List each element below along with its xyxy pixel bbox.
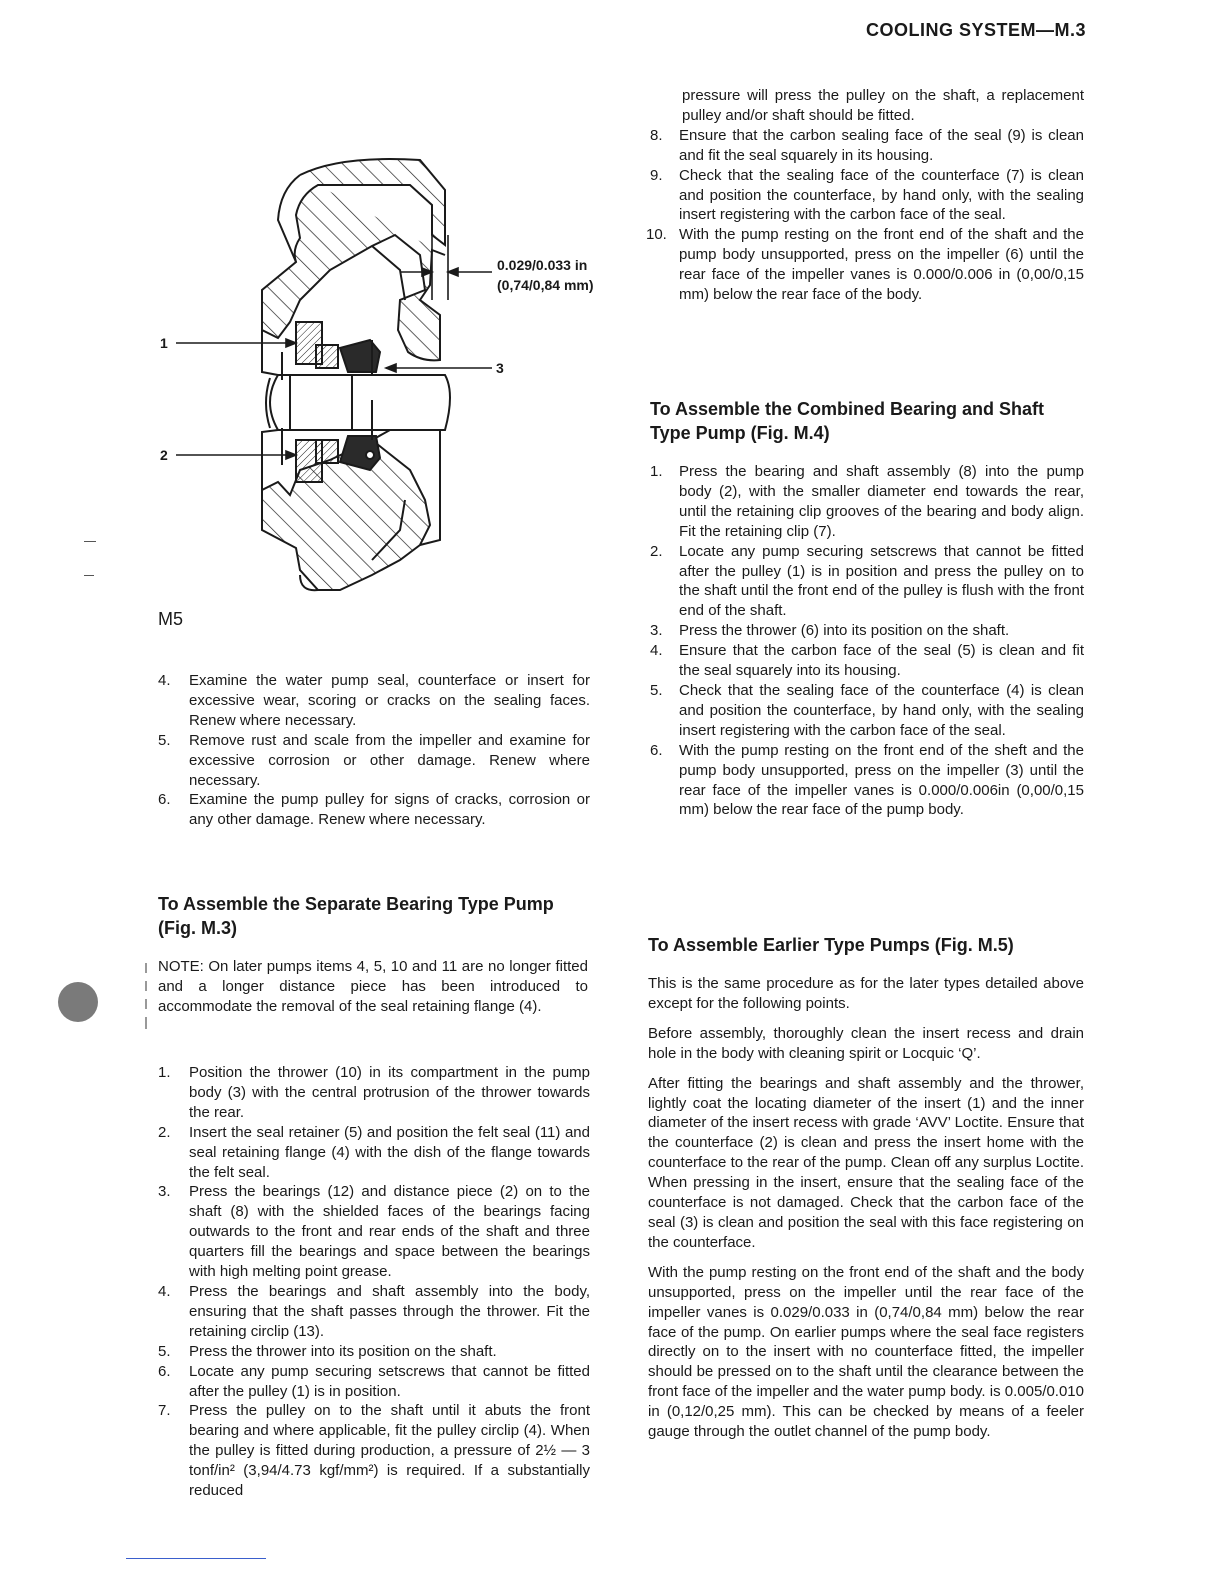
list-item: 4. Ensure that the carbon face of the seal (5) is clean and fit the seal squarely into its housing. (650, 642, 1084, 680)
combined-bearing-heading: To Assemble the Combined Bearing and Shaft Type Pump (Fig. M.4) (650, 399, 1045, 443)
earlier-paragraph: After fitting the bearings and shaft assembly and the thrower, lightly coat the locating diameter of the insert (1) and the inner diameter of the insert recess with grade ‘AVV’ Loctite. Ensure that the counterface (2) is clean and press the insert home with the counterface to the rear of the pump. Clean off any surplus Loctite. When pressing in the insert, ensure that the sealing face of the counterface is not damaged. Check that the carbon face of the seal (3) is clean and position the seal with this face registering on the counterface. (648, 1074, 1084, 1251)
list-item: 9. Check that the sealing face of the counterface (7) is clean and position the counterface, by hand only, with the sealing insert registering with the carbon face of the seal. (650, 166, 1084, 224)
list-item: 6. Examine the pump pulley for signs of cracks, corrosion or any other damage. Renew where necessary. (158, 791, 590, 829)
list-item: 5. Check that the sealing face of the counterface (4) is clean and position the counterface, by hand only, with the sealing insert registering with the carbon face of the seal. (650, 681, 1084, 739)
list-item: 6. Locate any pump securing setscrews that cannot be fitted after the pulley (1) is in position. (158, 1362, 590, 1400)
dimension-label-inch: 0.029/0.033 in (497, 257, 588, 273)
list-item: 1. Press the bearing and shaft assembly (8) into the pump body (2), with the smaller diameter end towards the rear, until the retaining clip grooves of the bearing and body align. Fit the retaining clip (7). (650, 463, 1084, 540)
list-item: 4. Examine the water pump seal, counterface or insert for excessive wear, scoring or cracks on the sealing faces. Renew where necessary. (158, 672, 590, 729)
earlier-paragraph: With the pump resting on the front end of the shaft and the body unsupported, press on the impeller until the rear face of the impeller vanes is 0.029/0.033 in (0,74/0,84 mm) below the rear face of the pump. On earlier pumps where the seal face registers directly on to the insert with no counterface fitted, the impeller should be pressed on to the shaft until the clearance between the front face of the impeller and the water pump body. is 0.005/0.010 in (0,12/0,25 mm). This can be checked by means of a feeler gauge through the outlet channel of the pump body. (648, 1263, 1084, 1441)
inspection-steps (158, 671, 590, 830)
pump-cross-section-diagram (150, 150, 610, 600)
page-header: COOLING SYSTEM—M.3 (865, 20, 1086, 40)
continuation-paragraph: pressure will press the pulley on the shaft, a replacement pulley and/or shaft should be fitted. (682, 87, 1084, 124)
change-bars (144, 961, 150, 1033)
earlier-type-heading: To Assemble Earlier Type Pumps (Fig. M.5) (648, 935, 1014, 955)
figure-label: M5 (158, 609, 184, 629)
counterface-lower (316, 440, 338, 463)
callout-3: 3 (496, 360, 504, 376)
right-top-block (648, 86, 1084, 305)
pump-body-upper (262, 159, 445, 360)
list-item: 4. Press the bearings and shaft assembly into the body, ensuring that the shaft passes through the thrower. Fit the retaining circlip (13). (158, 1282, 590, 1340)
list-item: 8. Ensure that the carbon sealing face of the seal (9) is clean and fit the seal squarely in its housing. (650, 126, 1084, 164)
earlier-paragraph: Before assembly, thoroughly clean the insert recess and drain hole in the body with cleaning spirit or Locquic ‘Q’. (648, 1024, 1084, 1062)
list-item: 2. Locate any pump securing setscrews that cannot be fitted after the pulley (1) is in position and press the pulley on to the shaft until the front end of the pulley is flush with the front end of the shaft. (650, 542, 1084, 620)
dimension-label-mm: (0,74/0,84 mm) (497, 277, 594, 293)
list-item: 5. Press the thrower into its position on the shaft. (158, 1342, 497, 1360)
list-item: 3. Press the thrower (6) into its position on the shaft. (650, 622, 1010, 640)
separate-bearing-steps-continued (648, 126, 1084, 305)
list-item: 10. With the pump resting on the front end of the shaft and the pump body unsupported, press on the impeller (6) until the rear face of the impeller vanes is 0.000/0.006 in (0,00/0,15 mm) below the rear face of the body. (646, 226, 1084, 304)
note-paragraph: NOTE: On later pumps items 4, 5, 10 and 11 are no longer fitted and a longer distance piece has been introduced to accommodate the removal of the seal retaining flange (4). (158, 958, 588, 1015)
combined-bearing-steps-block (648, 462, 1084, 820)
pump-shaft (270, 375, 450, 430)
list-item: 3. Press the bearings (12) and distance piece (2) on to the shaft (8) with the shielded faces of the bearings facing outwards to the front and rear ends of the shaft and three quarters fill the bearings and space between the bearings with high melting point grease. (158, 1183, 590, 1281)
seal-upper (340, 340, 380, 372)
margin-mark (84, 575, 94, 576)
separate-bearing-heading: To Assemble the Separate Bearing Type Pump (Fig. M.3) (158, 894, 554, 938)
list-item: 1. Position the thrower (10) in its compartment in the pump body (3) with the central protrusion of the thrower towards the rear. (158, 1064, 590, 1121)
list-item: 5. Remove rust and scale from the impeller and examine for excessive corrosion or other damage. Renew where necessary. (158, 731, 590, 789)
inspection-steps-block (158, 671, 590, 830)
earlier-type-block (648, 974, 1084, 1442)
combined-bearing-steps (648, 462, 1084, 820)
callout-1: 1 (160, 335, 168, 351)
list-item: 7. Press the pulley on to the shaft until it abuts the front bearing and where applicable, fit the pulley circlip (4). When the pulley is fitted during production, a pressure of 2½ — 3 tonf/in² (3,94/4.73 kgf/mm²) is required. If a substantially reduced (158, 1402, 590, 1500)
footer-rule (126, 1558, 266, 1559)
separate-bearing-steps (158, 1063, 590, 1501)
list-item: 6. With the pump resting on the front end of the sheft and the pump body unsupported, press on the impeller (3) until the rear face of the impeller vanes is 0.000/0.006in (0,00/0,15 mm) below the rear face of the pump body. (650, 741, 1084, 819)
separate-bearing-steps-block (158, 1063, 590, 1501)
margin-mark (84, 541, 96, 542)
list-item: 2. Insert the seal retainer (5) and position the felt seal (11) and seal retaining flange (4) with the dish of the flange towards the felt seal. (158, 1123, 590, 1181)
callout-2: 2 (160, 447, 168, 463)
counterface-upper (316, 345, 338, 368)
binder-hole (58, 982, 98, 1022)
earlier-paragraph: This is the same procedure as for the later types detailed above except for the following points. (648, 975, 1084, 1012)
